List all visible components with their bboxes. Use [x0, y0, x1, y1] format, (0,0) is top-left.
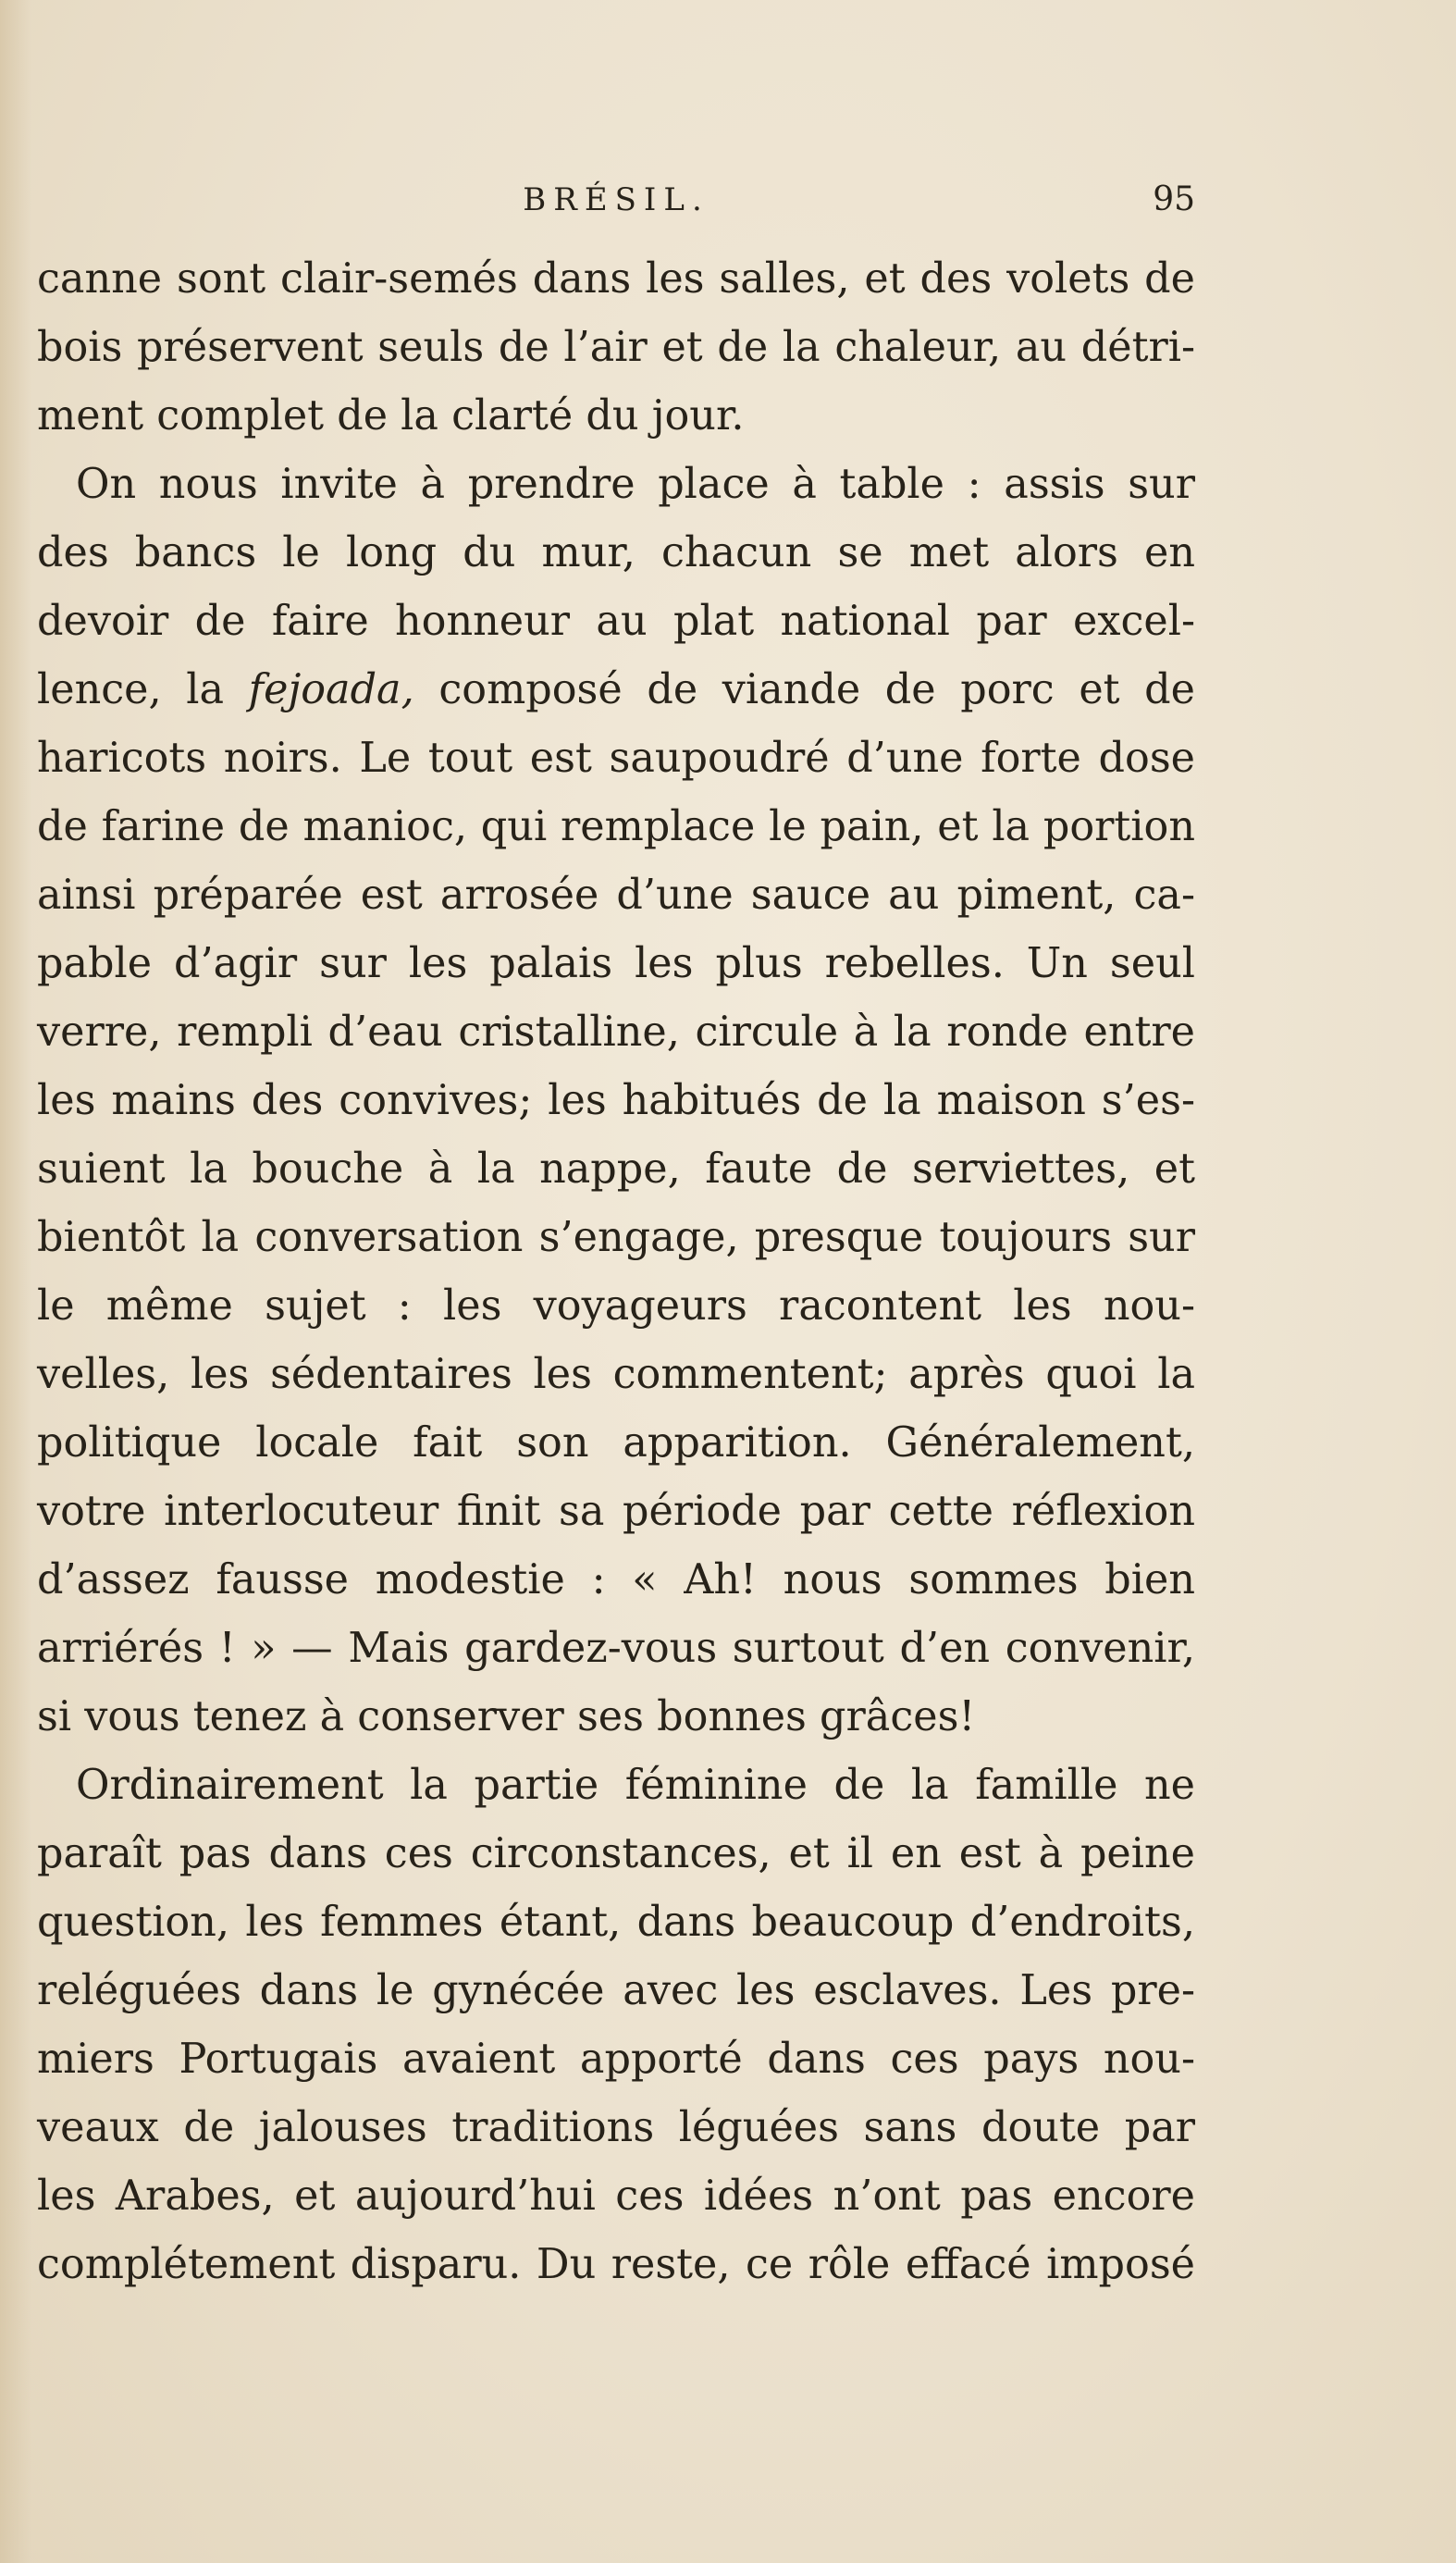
text-line: miers Portugais avaient apporté dans ces pays nou- [37, 2036, 1195, 2083]
text-line: suient la bouche à la nappe, faute de serviettes, et [37, 1145, 1195, 1193]
text-line: haricots noirs. Le tout est saupoudré d’une forte dose [37, 735, 1195, 782]
text-line: politique locale fait son apparition. Généralement, [37, 1419, 1195, 1467]
text-line: On nous invite à prendre place à table : assis sur [76, 461, 1195, 508]
text-line: velles, les sédentaires les commentent; après quoi la [37, 1351, 1195, 1398]
text-line: complétement disparu. Du reste, ce rôle effacé imposé [37, 2241, 1195, 2288]
text-line: Ordinairement la partie féminine de la famille ne [76, 1762, 1195, 1809]
text-line: votre interlocuteur finit sa période par cette réflexion [37, 1488, 1195, 1535]
text-line: d’assez fausse modestie : « Ah! nous sommes bien [37, 1556, 1195, 1603]
text-line: les mains des convives; les habitués de la maison s’es- [37, 1077, 1195, 1124]
text-line: ainsi préparée est arrosée d’une sauce au piment, ca- [37, 872, 1195, 919]
text-line: le même sujet : les voyageurs racontent les nou- [37, 1282, 1195, 1330]
text-line: bois préservent seuls de l’air et de la chaleur, au détri- [37, 324, 1195, 371]
text-segment: composé de viande de porc et de [413, 666, 1195, 713]
page-gutter-shadow [0, 0, 31, 2563]
running-head [37, 172, 1195, 228]
text-line: question, les femmes étant, dans beaucoup d’endroits, [37, 1899, 1195, 1946]
text-line: si vous tenez à conserver ses bonnes grâces! [37, 1693, 976, 1740]
text-line: verre, rempli d’eau cristalline, circule à la ronde entre [37, 1009, 1195, 1056]
text-line: arriérés ! » — Mais gardez-vous surtout d’en convenir, [37, 1625, 1195, 1672]
text-line: des bancs le long du mur, chacun se met alors en [37, 529, 1195, 576]
italic-term: fejoada, [248, 666, 414, 713]
text-line: de farine de manioc, qui remplace le pain, et la portion [37, 803, 1195, 850]
text-line: devoir de faire honneur au plat national par excel- [37, 598, 1195, 645]
text-line: paraît pas dans ces circonstances, et il en est à peine [37, 1830, 1195, 1877]
text-line: ment complet de la clarté du jour. [37, 392, 745, 440]
body-text [37, 245, 1195, 2299]
text-line: bientôt la conversation s’engage, presque toujours sur [37, 1214, 1195, 1261]
text-line: les Arabes, et aujourd’hui ces idées n’ont pas encore [37, 2173, 1195, 2220]
running-title: BRÉSIL. [523, 181, 709, 218]
text-line: reléguées dans le gynécée avec les esclaves. Les pre- [37, 1967, 1195, 2014]
text-segment: lence, la [37, 666, 249, 713]
text-line: canne sont clair-semés dans les salles, et des volets de [37, 255, 1195, 303]
text-line-with-italic [37, 656, 1195, 724]
text-line: veaux de jalouses traditions léguées sans doute par [37, 2104, 1195, 2151]
text-line: pable d’agir sur les palais les plus rebelles. Un seul [37, 940, 1195, 987]
page-number: 95 [1153, 180, 1195, 218]
